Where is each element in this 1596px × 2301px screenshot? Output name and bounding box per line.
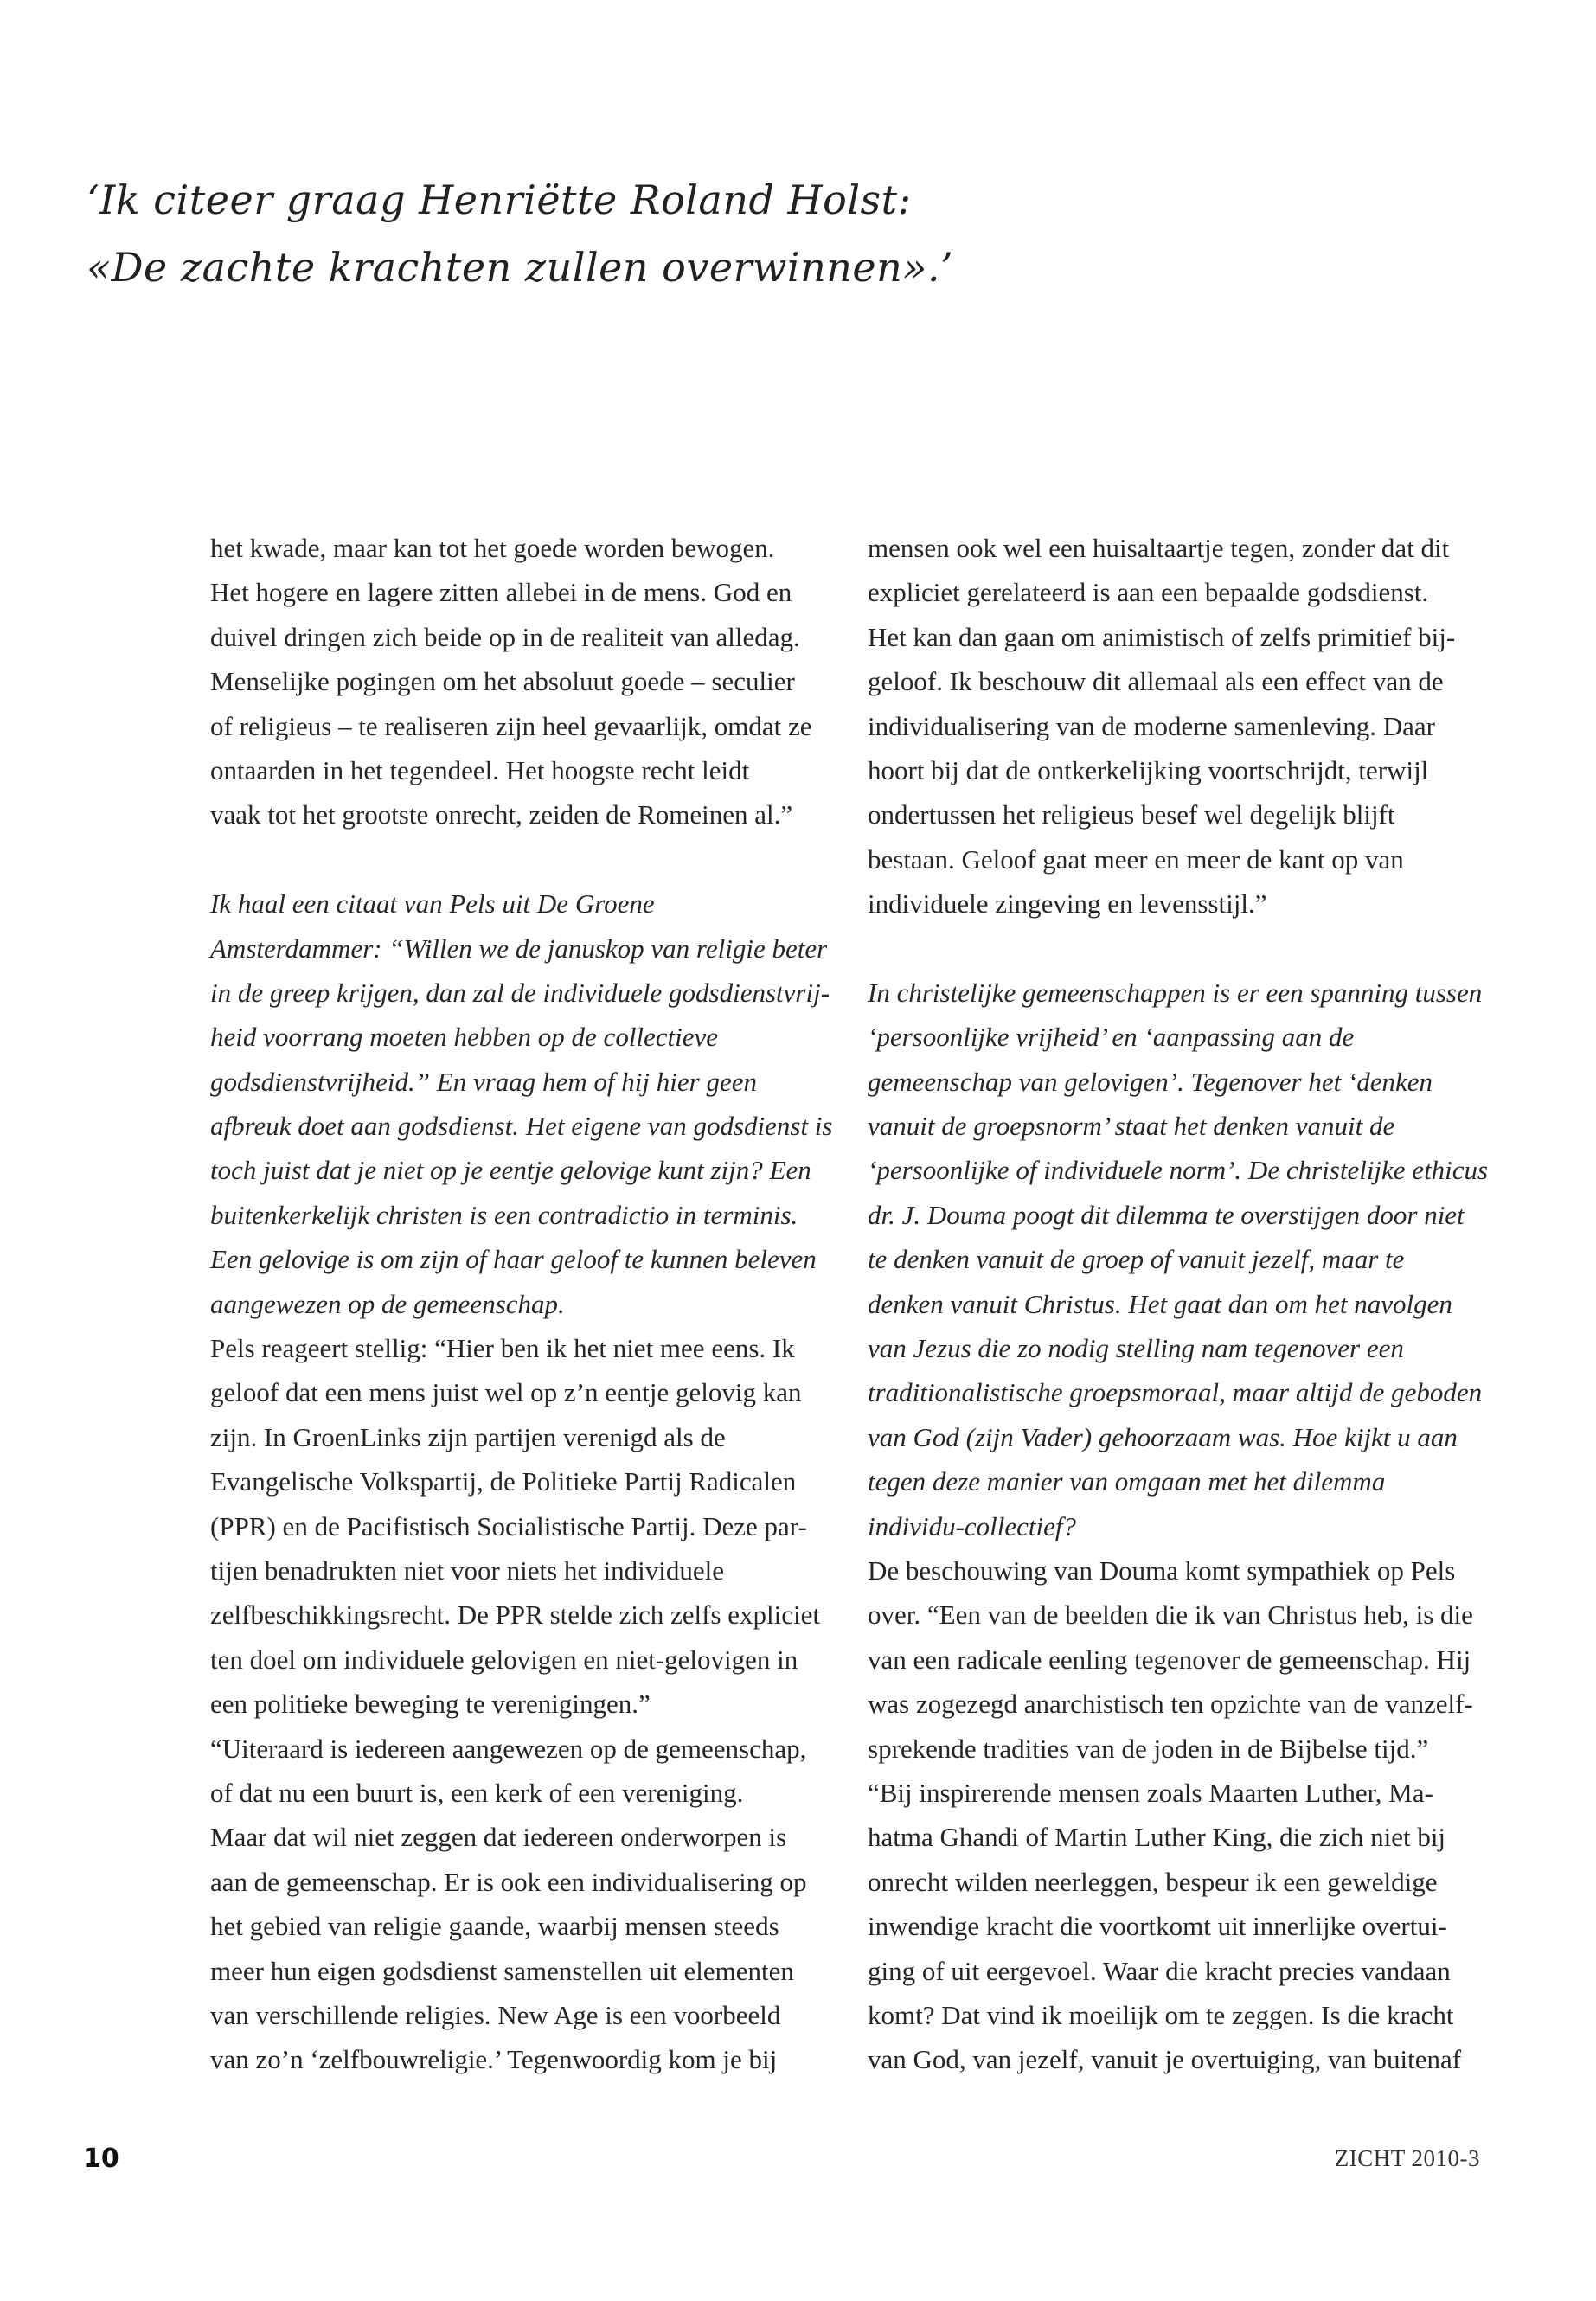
paragraph-gap xyxy=(210,837,833,881)
body-text-line: bestaan. Geloof gaat meer en meer de kant op van xyxy=(868,843,1404,875)
pull-quote-line: «De zachte krachten zullen overwinnen».’ xyxy=(87,244,954,291)
body-text-line: van verschillende religies. New Age is een voorbeeld xyxy=(210,1999,781,2030)
body-text-line: een politieke beweging te verenigingen.” xyxy=(210,1689,651,1720)
body-text-line: over. “Een van de beelden die ik van Christus heb, is die xyxy=(868,1599,1473,1631)
body-text-line: De beschouwing van Douma komt sympathiek op Pels xyxy=(868,1554,1456,1586)
interview-question-line: heid voorrang moeten hebben op de collectieve xyxy=(210,1022,719,1053)
interview-question-line: gemeenschap van gelovigen’. Tegenover het ‘denken xyxy=(868,1066,1433,1097)
body-text-line: inwendige kracht die voortkomt uit innerlijke overtui- xyxy=(868,1911,1447,1942)
body-text-line: individuele zingeving en levensstijl.” xyxy=(868,888,1267,920)
body-text-line: zelfbeschikkingsrecht. De PPR stelde zich zelfs expliciet xyxy=(210,1599,821,1631)
body-text-line: vaak tot het grootste onrecht, zeiden de Romeinen al.” xyxy=(210,799,793,830)
interview-question-line: te denken vanuit de groep of vanuit jezelf, maar te xyxy=(868,1244,1405,1275)
text-column-right xyxy=(868,526,1490,2082)
body-text-line: “Bij inspirerende mensen zoals Maarten Luther, Ma- xyxy=(868,1777,1433,1808)
interview-question-line: vanuit de groepsnorm’ staat het denken vanuit de xyxy=(868,1111,1395,1142)
body-text-line: ten doel om individuele gelovigen en niet-gelovigen in xyxy=(210,1644,798,1675)
body-text-line: van een radicale eenling tegenover de gemeenschap. Hij xyxy=(868,1644,1471,1675)
interview-question-line: Een gelovige is om zijn of haar geloof te kunnen beleven xyxy=(210,1244,817,1275)
body-text-line: Het hogere en lagere zitten allebei in de mens. God en xyxy=(210,577,792,608)
body-text-line: ontaarden in het tegendeel. Het hoogste recht leidt xyxy=(210,754,750,785)
interview-question-line: in de greep krijgen, dan zal de individuele godsdienstvrij- xyxy=(210,977,830,1008)
interview-question-line: ‘persoonlijke of individuele norm’. De christelijke ethicus xyxy=(868,1155,1489,1186)
body-text-line: geloof dat een mens juist wel op z’n eentje gelovig kan xyxy=(210,1377,802,1408)
body-text-line: of dat nu een buurt is, een kerk of een vereniging. xyxy=(210,1777,744,1808)
interview-question-line: dr. J. Douma poogt dit dilemma te overstijgen door niet xyxy=(868,1199,1465,1230)
body-text-line: duivel dringen zich beide op in de realiteit van alledag. xyxy=(210,621,800,652)
body-text-line: (PPR) en de Pacifistisch Socialistische Partij. Deze par- xyxy=(210,1510,807,1541)
body-text-line: Maar dat wil niet zeggen dat iedereen onderworpen is xyxy=(210,1822,787,1853)
body-text-line: Het kan dan gaan om animistisch of zelfs primitief bij- xyxy=(868,621,1456,652)
text-column-left xyxy=(210,526,833,2082)
body-text-line: van zo’n ‘zelfbouwreligie.’ Tegenwoordig kom je bij xyxy=(210,2044,778,2075)
body-text-line: ondertussen het religieus besef wel degelijk blijft xyxy=(868,799,1395,830)
body-text-line: Evangelische Volkspartij, de Politieke Partij Radicalen xyxy=(210,1466,797,1497)
body-text-line: expliciet gerelateerd is aan een bepaalde godsdienst. xyxy=(868,577,1429,608)
interview-question-line: afbreuk doet aan godsdienst. Het eigene van godsdienst is xyxy=(210,1111,833,1142)
body-text-line: Menselijke pogingen om het absoluut goede – seculier xyxy=(210,666,795,697)
interview-question-line: Ik haal een citaat van Pels uit De Groene xyxy=(210,888,655,920)
body-text-line: geloof. Ik beschouw dit allemaal als een effect van de xyxy=(868,666,1444,697)
interview-question-line: ‘persoonlijke vrijheid’ en ‘aanpassing aan de xyxy=(868,1022,1355,1053)
paragraph-gap xyxy=(868,926,1490,971)
interview-question-line: van God (zijn Vader) gehoorzaam was. Hoe kijkt u aan xyxy=(868,1421,1458,1452)
body-text-line: Pels reageert stellig: “Hier ben ik het niet mee eens. Ik xyxy=(210,1333,795,1364)
body-text-line: of religieus – te realiseren zijn heel gevaarlijk, omdat ze xyxy=(210,710,812,741)
interview-question-line: aangewezen op de gemeenschap. xyxy=(210,1288,565,1319)
interview-question-line: tegen deze manier van omgaan met het dilemma xyxy=(868,1466,1386,1497)
body-text-line: sprekende tradities van de joden in de Bijbelse tijd.” xyxy=(868,1733,1429,1764)
interview-question-line: Amsterdammer: “Willen we de januskop van religie beter xyxy=(210,933,828,964)
body-text-line: komt? Dat vind ik moeilijk om te zeggen. Is die kracht xyxy=(868,1999,1454,2030)
body-text-line: hatma Ghandi of Martin Luther King, die zich niet bij xyxy=(868,1822,1446,1853)
body-text-line: aan de gemeenschap. Er is ook een individualisering op xyxy=(210,1866,807,1897)
interview-question-line: van Jezus die zo nodig stelling nam tegenover een xyxy=(868,1333,1404,1364)
publication-issue: ZICHT 2010-3 xyxy=(1334,2145,1480,2171)
interview-question-line: godsdienstvrijheid.” En vraag hem of hij hier geen xyxy=(210,1066,757,1097)
body-text-line: mensen ook wel een huisaltaartje tegen, zonder dat dit xyxy=(868,533,1450,563)
interview-question-line: denken vanuit Christus. Het gaat dan om het navolgen xyxy=(868,1288,1452,1319)
pull-quote xyxy=(87,166,1298,301)
body-text-line: zijn. In GroenLinks zijn partijen verenigd als de xyxy=(210,1421,726,1452)
body-text-line: “Uiteraard is iedereen aangewezen op de gemeenschap, xyxy=(210,1733,807,1764)
body-text-line: ging of uit eergevoel. Waar die kracht precies vandaan xyxy=(868,1955,1451,1986)
body-text-line: was zogezegd anarchistisch ten opzichte van de vanzelf- xyxy=(868,1689,1473,1720)
body-text-line: van God, van jezelf, vanuit je overtuiging, van buitenaf xyxy=(868,2044,1462,2075)
interview-question-line: individu-collectief? xyxy=(868,1510,1077,1541)
page-number: 10 xyxy=(83,2144,119,2174)
body-text-line: meer hun eigen godsdienst samenstellen uit elementen xyxy=(210,1955,794,1986)
body-text-line: individualisering van de moderne samenleving. Daar xyxy=(868,710,1435,741)
interview-question-line: toch juist dat je niet op je eentje gelovige kunt zijn? Een xyxy=(210,1155,811,1186)
body-text-line: onrecht wilden neerleggen, bespeur ik een geweldige xyxy=(868,1866,1438,1897)
interview-question-line: traditionalistische groepsmoraal, maar altijd de geboden xyxy=(868,1377,1483,1408)
body-text-line: tijen benadrukten niet voor niets het individuele xyxy=(210,1554,725,1586)
interview-question-line: buitenkerkelijk christen is een contradictio in terminis. xyxy=(210,1199,798,1230)
body-text-line: het kwade, maar kan tot het goede worden bewogen. xyxy=(210,533,775,563)
interview-question-line: In christelijke gemeenschappen is er een spanning tussen xyxy=(868,977,1483,1008)
body-text-line: het gebied van religie gaande, waarbij mensen steeds xyxy=(210,1911,779,1942)
body-text-line: hoort bij dat de ontkerkelijking voortschrijdt, terwijl xyxy=(868,754,1429,785)
pull-quote-line: ‘Ik citeer graag Henriëtte Roland Holst: xyxy=(87,176,912,223)
